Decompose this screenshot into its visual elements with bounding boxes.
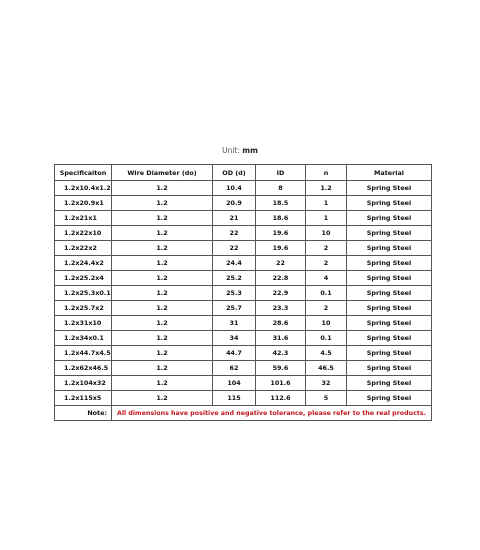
header-wire-diameter: Wire Diameter (do) <box>112 165 213 181</box>
header-inner-diameter: ID <box>256 165 306 181</box>
cell-material: Spring Steel <box>347 391 432 406</box>
cell-wire-diameter: 1.2 <box>112 391 213 406</box>
cell-wire-diameter: 1.2 <box>112 181 213 196</box>
table-row <box>55 211 432 226</box>
cell-outer-diameter: 25.3 <box>213 286 256 301</box>
cell-specification: 1.2x31x10 <box>55 316 112 331</box>
cell-inner-diameter: 101.6 <box>256 376 306 391</box>
note-text: All dimensions have positive and negative tolerance, please refer to the real products. <box>112 406 432 421</box>
table-body <box>55 181 432 406</box>
table-row <box>55 391 432 406</box>
cell-specification: 1.2x10.4x1.2 <box>55 181 112 196</box>
unit-label: Unit: <box>222 146 240 155</box>
cell-specification: 1.2x22x10 <box>55 226 112 241</box>
cell-inner-diameter: 22.8 <box>256 271 306 286</box>
cell-specification: 1.2x62x46.5 <box>55 361 112 376</box>
cell-wire-diameter: 1.2 <box>112 241 213 256</box>
cell-outer-diameter: 62 <box>213 361 256 376</box>
cell-wire-diameter: 1.2 <box>112 271 213 286</box>
cell-inner-diameter: 22.9 <box>256 286 306 301</box>
spring-spec-table <box>54 164 432 421</box>
cell-inner-diameter: 23.3 <box>256 301 306 316</box>
cell-n: 1 <box>306 211 347 226</box>
cell-specification: 1.2x115x5 <box>55 391 112 406</box>
cell-wire-diameter: 1.2 <box>112 196 213 211</box>
cell-outer-diameter: 22 <box>213 241 256 256</box>
cell-n: 4 <box>306 271 347 286</box>
note-row <box>55 406 432 421</box>
cell-wire-diameter: 1.2 <box>112 286 213 301</box>
cell-inner-diameter: 28.6 <box>256 316 306 331</box>
cell-outer-diameter: 22 <box>213 226 256 241</box>
table-header-row <box>55 165 432 181</box>
table-row <box>55 286 432 301</box>
cell-material: Spring Steel <box>347 316 432 331</box>
cell-wire-diameter: 1.2 <box>112 361 213 376</box>
cell-specification: 1.2x104x32 <box>55 376 112 391</box>
cell-specification: 1.2x34x0.1 <box>55 331 112 346</box>
cell-outer-diameter: 10.4 <box>213 181 256 196</box>
cell-outer-diameter: 104 <box>213 376 256 391</box>
note-label: Note: <box>55 406 112 421</box>
cell-inner-diameter: 8 <box>256 181 306 196</box>
table-row <box>55 226 432 241</box>
cell-material: Spring Steel <box>347 331 432 346</box>
table-row <box>55 346 432 361</box>
cell-inner-diameter: 42.3 <box>256 346 306 361</box>
table-row <box>55 331 432 346</box>
cell-n: 2 <box>306 301 347 316</box>
cell-n: 0.1 <box>306 331 347 346</box>
cell-wire-diameter: 1.2 <box>112 211 213 226</box>
cell-inner-diameter: 18.5 <box>256 196 306 211</box>
cell-material: Spring Steel <box>347 271 432 286</box>
table-row <box>55 196 432 211</box>
cell-wire-diameter: 1.2 <box>112 301 213 316</box>
cell-inner-diameter: 31.6 <box>256 331 306 346</box>
header-outer-diameter: OD (d) <box>213 165 256 181</box>
cell-wire-diameter: 1.2 <box>112 331 213 346</box>
cell-n: 5 <box>306 391 347 406</box>
header-material: Material <box>347 165 432 181</box>
cell-n: 10 <box>306 316 347 331</box>
cell-specification: 1.2x25.2x4 <box>55 271 112 286</box>
cell-material: Spring Steel <box>347 256 432 271</box>
cell-material: Spring Steel <box>347 211 432 226</box>
table-row <box>55 256 432 271</box>
cell-outer-diameter: 25.2 <box>213 271 256 286</box>
cell-wire-diameter: 1.2 <box>112 376 213 391</box>
cell-n: 32 <box>306 376 347 391</box>
cell-n: 46.5 <box>306 361 347 376</box>
table-row <box>55 181 432 196</box>
table-row <box>55 361 432 376</box>
cell-material: Spring Steel <box>347 301 432 316</box>
cell-specification: 1.2x24.4x2 <box>55 256 112 271</box>
cell-wire-diameter: 1.2 <box>112 316 213 331</box>
cell-material: Spring Steel <box>347 346 432 361</box>
unit-value: mm <box>242 146 258 155</box>
cell-specification: 1.2x44.7x4.5 <box>55 346 112 361</box>
cell-outer-diameter: 21 <box>213 211 256 226</box>
cell-inner-diameter: 112.6 <box>256 391 306 406</box>
cell-outer-diameter: 20.9 <box>213 196 256 211</box>
header-specification: Specificaiton <box>55 165 112 181</box>
cell-material: Spring Steel <box>347 361 432 376</box>
cell-outer-diameter: 31 <box>213 316 256 331</box>
cell-outer-diameter: 44.7 <box>213 346 256 361</box>
table-row <box>55 376 432 391</box>
cell-n: 10 <box>306 226 347 241</box>
cell-n: 4.5 <box>306 346 347 361</box>
cell-specification: 1.2x21x1 <box>55 211 112 226</box>
header-n: n <box>306 165 347 181</box>
cell-specification: 1.2x22x2 <box>55 241 112 256</box>
cell-wire-diameter: 1.2 <box>112 346 213 361</box>
cell-n: 0.1 <box>306 286 347 301</box>
cell-outer-diameter: 115 <box>213 391 256 406</box>
cell-outer-diameter: 34 <box>213 331 256 346</box>
cell-n: 1.2 <box>306 181 347 196</box>
cell-specification: 1.2x20.9x1 <box>55 196 112 211</box>
cell-inner-diameter: 22 <box>256 256 306 271</box>
cell-material: Spring Steel <box>347 241 432 256</box>
cell-n: 1 <box>306 196 347 211</box>
cell-inner-diameter: 59.6 <box>256 361 306 376</box>
cell-material: Spring Steel <box>347 376 432 391</box>
table-row <box>55 301 432 316</box>
table-row <box>55 241 432 256</box>
unit-line <box>0 146 480 155</box>
cell-wire-diameter: 1.2 <box>112 256 213 271</box>
cell-material: Spring Steel <box>347 226 432 241</box>
cell-n: 2 <box>306 256 347 271</box>
table-row <box>55 316 432 331</box>
cell-specification: 1.2x25.3x0.1 <box>55 286 112 301</box>
cell-material: Spring Steel <box>347 196 432 211</box>
cell-inner-diameter: 19.6 <box>256 226 306 241</box>
cell-material: Spring Steel <box>347 181 432 196</box>
cell-inner-diameter: 18.6 <box>256 211 306 226</box>
cell-specification: 1.2x25.7x2 <box>55 301 112 316</box>
cell-outer-diameter: 25.7 <box>213 301 256 316</box>
table-row <box>55 271 432 286</box>
cell-wire-diameter: 1.2 <box>112 226 213 241</box>
cell-inner-diameter: 19.6 <box>256 241 306 256</box>
cell-material: Spring Steel <box>347 286 432 301</box>
cell-outer-diameter: 24.4 <box>213 256 256 271</box>
cell-n: 2 <box>306 241 347 256</box>
